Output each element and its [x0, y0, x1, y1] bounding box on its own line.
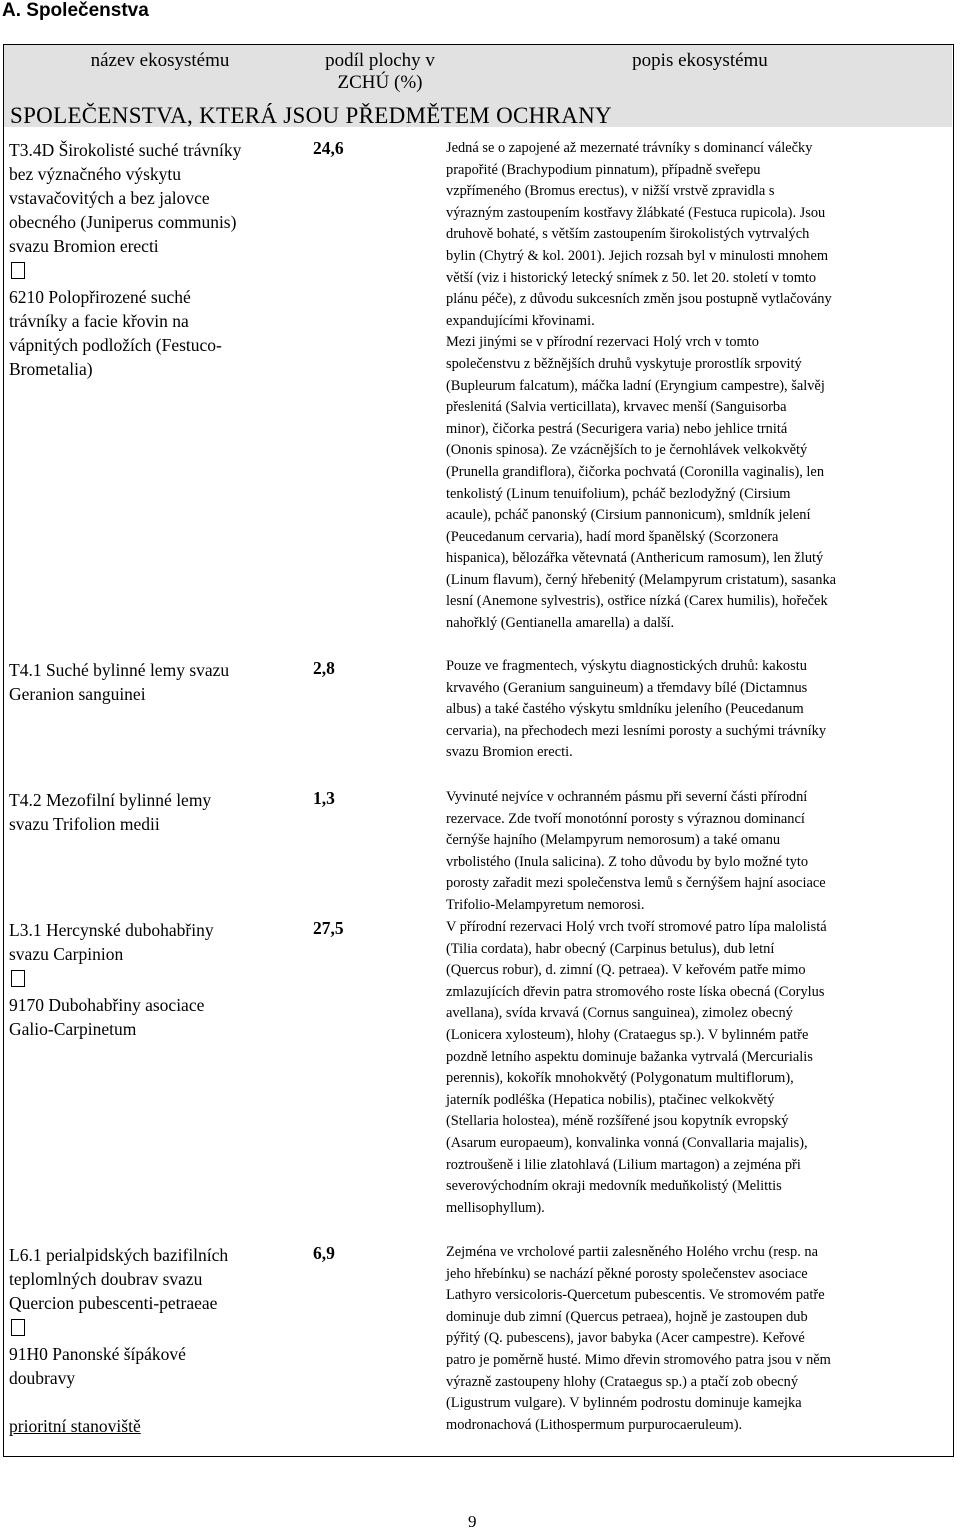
header-ecosystem-description: popis ekosystému	[632, 50, 768, 71]
description-line: (Ligustrum vulgare). V bylinném podrostu dominuje kamejka	[446, 1395, 802, 1412]
name-line: trávníky a facie křovin na	[9, 311, 189, 331]
description-line: avellana), svída krvavá (Cornus sanguinea), zimolez obecný	[446, 1005, 793, 1022]
description-line: (Peucedanum cervaria), hadí mord španělský (Scorzonera	[446, 528, 779, 545]
page-number: 9	[468, 1512, 477, 1531]
description-line: Trifolio-Melampyretum nemorosi.	[446, 896, 645, 913]
description-line: severovýchodním okraji medovník meduňkolistý (Melittis	[446, 1178, 782, 1195]
name-line: teplomlných doubrav svazu	[9, 1269, 203, 1289]
row-ecosystem-name	[9, 1243, 301, 1438]
row-area-share: 24,6	[313, 138, 344, 158]
header-area-line2: ZCHÚ (%)	[337, 72, 423, 93]
name-line: Quercion pubescenti-petraeae	[9, 1293, 218, 1313]
description-line: Mezi jinými se v přírodní rezervaci Holý vrch v tomto	[446, 334, 759, 351]
description-line: pýřitý (Q. pubescens), javor babyka (Acer campestre). Keřové	[446, 1330, 805, 1347]
description-line: Zejména ve vrcholové partii zalesněného Holého vrchu (resp. na	[446, 1244, 819, 1260]
description-line: (Asarum europaeum), konvalinka vonná (Convallaria majalis),	[446, 1134, 808, 1151]
name-line: 6210 Polopřirozené suché	[9, 287, 191, 307]
name-line: Geranion sanguinei	[9, 684, 146, 704]
description-line: (Ononis spinosa). Ze vzácnějších to je černohlávek velkokvětý	[446, 442, 808, 459]
row-description	[446, 1242, 951, 1436]
name-line: 9170 Dubohabřiny asociace	[9, 995, 205, 1015]
row-area-share: 27,5	[313, 918, 344, 938]
description-line: perennis), kokořík mnohokvětý (Polygonatum multiflorum),	[446, 1070, 794, 1087]
row-ecosystem-name	[9, 788, 301, 836]
description-line: jaterník podléška (Hepatica nobilis), ptačinec velkokvětý	[446, 1091, 775, 1108]
description-line: (Stellaria holostea), méně rozšířené jsou kopytník evropský	[446, 1113, 789, 1130]
description-line: (Linum flavum), černý hřebenitý (Melampyrum cristatum), sasanka	[446, 571, 837, 588]
row-description	[446, 138, 951, 635]
description-line: pozdně letního aspektu dominuje bažanka vytrvalá (Mercurialis	[446, 1048, 813, 1065]
description-line: prapořité (Brachypodium pinnatum), případně sveřepu	[446, 161, 761, 178]
row-area-share: 1,3	[313, 788, 335, 808]
description-line: plánu péče), z důvodu sukcesních změn jsou postupně vytlačovány	[446, 291, 832, 308]
description-line: společenstvu z běžnějších druhů vyskytuje prorostlík srpovitý	[446, 355, 802, 372]
empty-box-icon	[11, 1319, 25, 1336]
description-line: výrazně zastoupeny hlohy (Crataegus sp.) a ptačí zob obecný	[446, 1373, 799, 1390]
description-line: Vyvinuté nejvíce v ochranném pásmu při severní části přírodní	[446, 789, 808, 805]
description-line: patro je poměrně husté. Mimo dřevin stromového patra jsou v něm	[446, 1351, 831, 1368]
name-line: svazu Bromion erecti	[9, 236, 159, 256]
description-line: krvavého (Geranium sanguineum) a třemdavy bílé (Dictamnus	[446, 679, 808, 696]
description-line: mellisophyllum).	[446, 1199, 545, 1216]
description-line: zmlazujících dřevin patra stromového roste líska obecná (Corylus	[446, 983, 825, 1000]
row-area-share: 6,9	[313, 1243, 335, 1263]
empty-box-icon	[11, 262, 25, 279]
description-line: albus) a také častého výskytu smldníku jeleního (Peucedanum	[446, 701, 804, 718]
name-line: vápnitých podložích (Festuco-	[9, 335, 222, 355]
checkbox-glyph	[9, 1315, 301, 1342]
description-line: lesní (Anemone sylvestris), ostřice nízká (Carex humilis), hořeček	[446, 593, 828, 610]
header-area-share	[300, 50, 460, 94]
name-line: L3.1 Hercynské dubohabřiny	[9, 920, 214, 940]
description-line: porosty zařadit mezi společenstva lemů s černýšem hajní asociace	[446, 875, 826, 892]
description-line: větší (viz i historický letecký snímek z 50. let 20. století v tomto	[446, 269, 817, 286]
blank-line	[9, 1390, 301, 1414]
header-ecosystem-name: název ekosystému	[90, 50, 230, 71]
empty-box-icon	[11, 970, 25, 987]
name-line: svazu Trifolion medii	[9, 814, 160, 834]
description-line: Jedná se o zapojené až mezernaté trávníky s dominancí válečky	[446, 140, 813, 156]
name-line: T4.1 Suché bylinné lemy svazu	[9, 660, 230, 680]
description-line: tenkolistý (Linum tenuifolium), pcháč bezlodyžný (Cirsium	[446, 485, 791, 502]
name-line: L6.1 perialpidských bazifilních	[9, 1245, 229, 1265]
header-area-line1: podíl plochy v	[325, 50, 435, 71]
description-line: (Bupleurum falcatum), máčka ladní (Eryngium campestre), šalvěj	[446, 377, 825, 394]
description-line: bylin (Chytrý & kol. 2001). Jejich rozsah byl v minulosti mnohem	[446, 247, 829, 264]
description-line: expandujícími křovinami.	[446, 312, 595, 329]
name-line: Brometalia)	[9, 359, 93, 379]
name-line: bez význačného výskytu	[9, 164, 182, 184]
description-line: černýše hajního (Melampyrum nemorosum) a také omanu	[446, 832, 781, 849]
row-description	[446, 917, 951, 1219]
name-line: doubravy	[9, 1368, 76, 1388]
priority-habitat-label: prioritní stanoviště	[9, 1416, 141, 1436]
row-ecosystem-name	[9, 918, 301, 1041]
protected-communities-heading: SPOLEČENSTVA, KTERÁ JSOU PŘEDMĚTEM OCHRANY	[10, 103, 612, 128]
row-area-share: 2,8	[313, 658, 335, 678]
description-line: nahořklý (Gentianella amarella) a další.	[446, 615, 675, 632]
section-title: A. Společenstva	[2, 0, 149, 21]
name-line: obecného (Juniperus communis)	[9, 212, 237, 232]
row-ecosystem-name	[9, 138, 301, 381]
description-line: acaule), pcháč panonský (Cirsium pannonicum), smldník jelení	[446, 507, 811, 524]
description-line: modronachová (Lithospermum purpurocaeruleum).	[446, 1416, 743, 1433]
name-line: 91H0 Panonské šípákové	[9, 1344, 186, 1364]
description-line: vzpřímeného (Bromus erectus), v nižší vrstvě zpravidla s	[446, 183, 775, 200]
description-line: druhově bohaté, s větším zastoupením širokolistých vytrvalých	[446, 226, 810, 243]
description-line: svazu Bromion erecti.	[446, 744, 573, 761]
description-line: (Lonicera xylosteum), hlohy (Crataegus sp.). V bylinném patře	[446, 1026, 809, 1043]
description-line: Lathyro versicoloris-Quercetum pubescentis. Ve stromovém patře	[446, 1287, 825, 1304]
description-line: V přírodní rezervaci Holý vrch tvoří stromové patro lípa malolistá	[446, 919, 827, 935]
name-line: T4.2 Mezofilní bylinné lemy	[9, 790, 212, 810]
description-line: jeho hřebínku) se nachází pěkné porosty společenstev asociace	[446, 1265, 808, 1282]
row-description	[446, 787, 951, 917]
description-line: cervaria), na přechodech mezi lesními porosty a suchými trávníky	[446, 722, 827, 739]
name-line: svazu Carpinion	[9, 944, 124, 964]
description-line: dominuje dub zimní (Quercus petraea), hojně je zastoupen dub	[446, 1308, 808, 1325]
description-line: (Prunella grandiflora), čičorka pochvatá (Coronilla vaginalis), len	[446, 463, 825, 480]
description-line: vrbolistého (Inula salicina). Z toho důvodu by bylo možné tyto	[446, 853, 809, 870]
name-line: vstavačovitých a bez jalovce	[9, 188, 210, 208]
name-line: T3.4D Širokolisté suché trávníky	[9, 140, 242, 160]
row-description	[446, 656, 951, 764]
description-line: Pouze ve fragmentech, výskytu diagnostických druhů: kakostu	[446, 658, 807, 674]
description-line: výrazným zastoupením kostřavy žlábkaté (Festuca rupicola). Jsou	[446, 204, 826, 221]
checkbox-glyph	[9, 966, 301, 993]
description-line: přeslenitá (Salvia verticillata), krvavec menší (Sanguisorba	[446, 399, 787, 416]
name-line: Galio-Carpinetum	[9, 1019, 137, 1039]
description-line: rezervace. Zde tvoří monotónní porosty s výraznou dominancí	[446, 810, 805, 827]
description-line: (Quercus robur), d. zimní (Q. petraea). V keřovém patře mimo	[446, 962, 806, 979]
row-ecosystem-name	[9, 658, 301, 706]
description-line: hispanica), bělozářka větevnatá (Anthericum ramosum), len žlutý	[446, 550, 824, 567]
description-line: roztroušeně i lilie zlatohlavá (Lilium martagon) a zejména při	[446, 1156, 801, 1173]
checkbox-glyph	[9, 258, 301, 285]
description-line: (Tilia cordata), habr obecný (Carpinus betulus), dub letní	[446, 940, 775, 957]
description-line: minor), čičorka pestrá (Securigera varia) nebo jehlice trnitá	[446, 420, 788, 437]
